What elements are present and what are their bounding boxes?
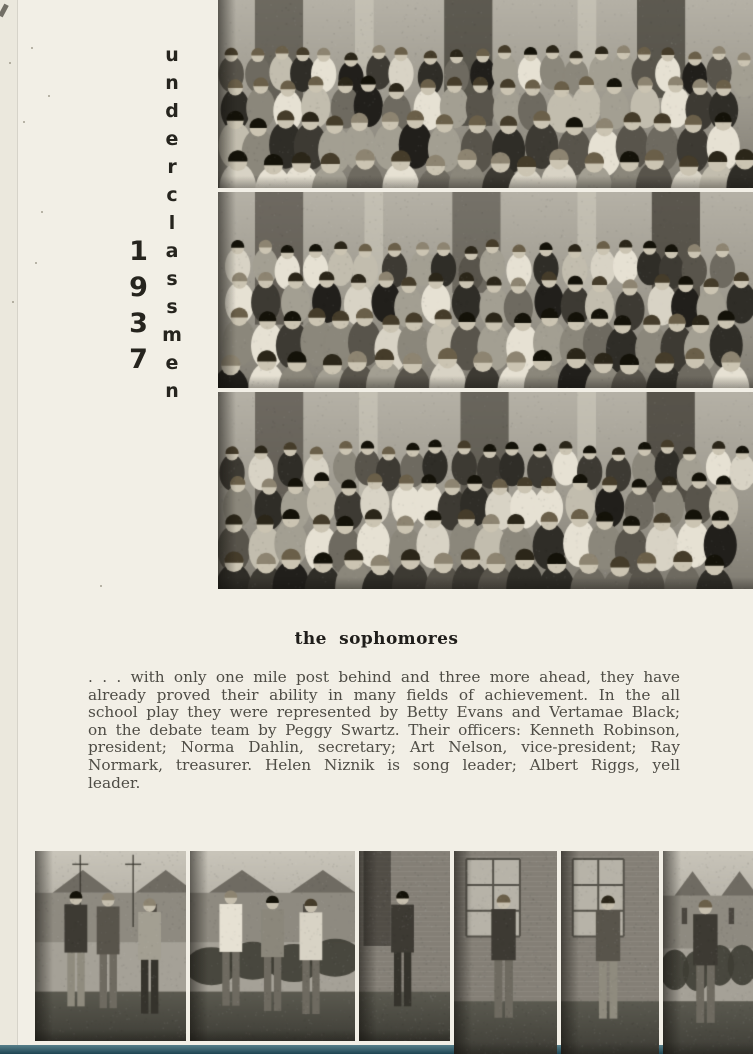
candid-photo-boy-leather-jacket [359, 851, 450, 1041]
section-heading-the-sophomores: the sophomores [294, 629, 459, 649]
dust-speck [31, 47, 33, 49]
dust-speck [12, 301, 14, 303]
dust-speck [35, 262, 37, 264]
dust-speck [41, 211, 43, 213]
candid-photo-6 [663, 851, 753, 1054]
group-photo-band-1 [218, 0, 753, 188]
book-gutter-shade [0, 0, 17, 1054]
candid-photo-boy-light-shirt [561, 851, 659, 1054]
dust-speck [9, 62, 11, 64]
candid-photo-strip [35, 851, 753, 1054]
candid-photo-three-students-lawn [35, 851, 186, 1041]
candid-photo-boy-sweater-vest [663, 851, 753, 1054]
vertical-title-underclassmen: underclassmen [161, 44, 183, 408]
candid-photo-5 [561, 851, 659, 1054]
vertical-year-1937: 1937 [123, 236, 154, 380]
candid-photo-4 [454, 851, 557, 1054]
sophomore-group-photo-top [218, 0, 753, 188]
sophomore-group-photo-middle [218, 192, 753, 388]
sophomores-paragraph: . . . with only one mile post behind and three more ahead, they have already proved their ability in many fields of achievement. In the all school play they were represented by Betty Evans and Vertamae Black; on the debate team by Peggy Swartz. Their officers: Kenneth Robinson, president; Norma Dahlin, secretary; Art Nelson, vice-president; Ray Normark, treasurer. Helen Niznik is song leader; Albert Riggs, yell leader. [88, 668, 680, 792]
group-photo-column [218, 0, 753, 593]
candid-photo-girl-long-dress [454, 851, 557, 1054]
candid-photo-3 [359, 851, 450, 1041]
sophomore-group-photo-bottom [218, 392, 753, 589]
group-photo-band-2 [218, 192, 753, 388]
candid-photo-2 [190, 851, 355, 1041]
dust-speck [100, 585, 102, 587]
candid-photo-three-girls [190, 851, 355, 1041]
candid-photo-1 [35, 851, 186, 1041]
group-photo-band-3 [218, 392, 753, 589]
dust-speck [48, 95, 50, 97]
dust-speck [23, 121, 25, 123]
page-crease-line [17, 0, 18, 1054]
